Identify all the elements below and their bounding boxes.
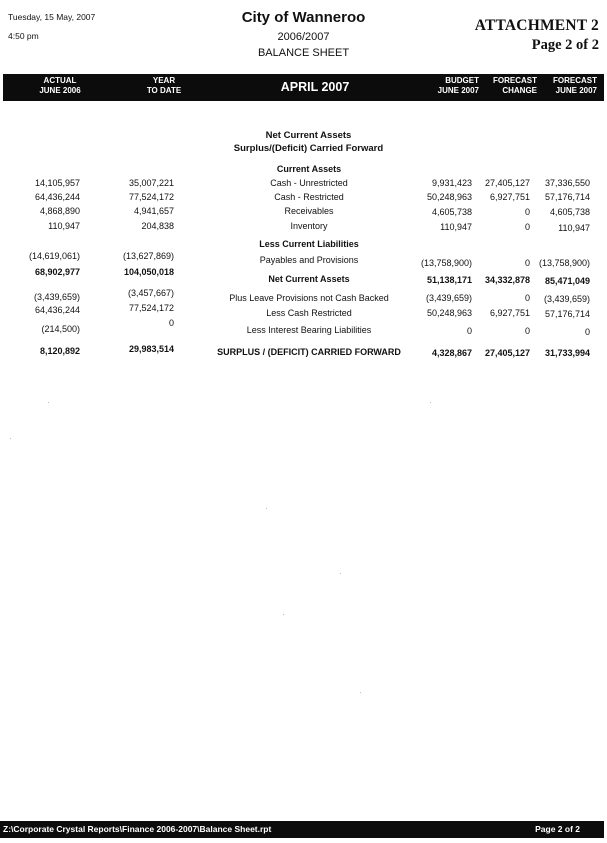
row-label: Less Interest Bearing Liabilities [246,325,372,335]
ytd-value: (13,627,869) [122,251,174,261]
actual-value: 8,120,892 [39,346,80,356]
col-header-actual-line1: ACTUAL [43,76,77,85]
budget-value: 51,138,171 [426,275,472,285]
col-header-ytd [133,76,195,95]
ytd-value: 104,050,018 [123,267,174,277]
ytd-value: 29,983,514 [128,344,174,354]
col-header-fc-june-line1: FORECAST [553,76,597,85]
actual-value: (3,439,659) [33,292,80,302]
heading-surplus-cf: Surplus/(Deficit) Carried Forward [233,143,384,154]
fc-change-value: 0 [524,222,530,232]
col-header-ytd-line2: TO DATE [146,85,182,95]
col-header-budget [429,76,479,95]
ytd-value: 0 [168,318,174,328]
col-header-fc-change [485,76,537,95]
budget-value: 0 [466,326,472,336]
fc-june-value: (3,439,659) [543,294,590,304]
fc-june-value: 57,176,714 [544,192,590,202]
footer-band [0,821,604,838]
fc-change-value: 0 [524,207,530,217]
row-label: Cash - Unrestricted [270,178,348,188]
fc-june-value: 57,176,714 [544,309,590,319]
fc-june-value: 31,733,994 [544,348,590,358]
fc-change-value: 6,927,751 [489,192,530,202]
heading-less-current-liabilities: Less Current Liabilities [259,239,359,249]
fc-june-value: 4,605,738 [549,207,590,217]
report-time: 4:50 pm [8,31,39,41]
scan-speck [10,438,11,439]
col-header-fc-june-line2: JUNE 2007 [555,85,597,95]
col-header-actual-line2: JUNE 2006 [39,85,81,95]
actual-value: (14,619,061) [28,251,80,261]
row-label: Payables and Provisions [259,255,359,265]
actual-value: 110,947 [48,221,80,231]
fc-june-value: 0 [584,327,590,337]
fc-change-value: 34,332,878 [484,275,530,285]
budget-value: 9,931,423 [431,178,472,188]
budget-value: (3,439,659) [425,293,472,303]
fc-june-value: (13,758,900) [538,258,590,268]
fc-june-value: 85,471,049 [544,276,590,286]
report-date: Tuesday, 15 May, 2007 [8,12,96,22]
scan-speck [360,692,361,693]
budget-value: 110,947 [440,222,472,232]
row-label: Plus Leave Provisions not Cash Backed [229,293,389,303]
row-label: Net Current Assets [268,274,350,284]
organisation-title: City of Wanneroo [241,9,366,26]
fc-change-value: 6,927,751 [489,308,530,318]
actual-value: 64,436,244 [34,305,80,315]
actual-value: 64,436,244 [34,192,80,202]
scan-speck [430,402,431,403]
fc-change-value: 27,405,127 [484,178,530,188]
fc-june-value: 37,336,550 [544,178,590,188]
row-label: Receivables [284,206,334,216]
col-header-actual [29,76,91,95]
report-month: APRIL 2007 [280,80,350,94]
col-header-budget-line1: BUDGET [445,76,479,85]
col-header-ytd-line1: YEAR [152,76,176,85]
row-label: Cash - Restricted [274,192,344,202]
ytd-value: 35,007,221 [128,178,174,188]
report-file-path: Z:\Corporate Crystal Reports\Finance 2006-2007\Balance Sheet.rpt [3,824,272,834]
scan-speck [283,614,284,615]
report-name: BALANCE SHEET [257,47,350,59]
row-label: Inventory [290,221,328,231]
attachment-label: ATTACHMENT 2 [474,17,599,34]
footer-page-indicator: Page 2 of 2 [535,824,580,834]
fc-change-value: 0 [524,258,530,268]
ytd-value: 77,524,172 [128,192,174,202]
scan-speck [340,573,341,574]
ytd-value: (3,457,667) [127,288,174,298]
fc-change-value: 0 [524,326,530,336]
actual-value: 14,105,957 [34,178,80,188]
fc-june-value: 110,947 [558,223,590,233]
row-label: SURPLUS / (DEFICIT) CARRIED FORWARD [217,347,401,357]
budget-value: 50,248,963 [426,308,472,318]
page-indicator: Page 2 of 2 [531,37,599,53]
financial-year: 2006/2007 [277,31,330,43]
col-header-budget-line2: JUNE 2007 [437,85,479,95]
actual-value: 68,902,977 [34,267,80,277]
scan-speck [48,402,49,403]
ytd-value: 4,941,657 [133,206,174,216]
col-header-fc-change-line1: FORECAST [493,76,537,85]
heading-net-current-assets: Net Current Assets [265,130,352,141]
budget-value: 50,248,963 [426,192,472,202]
budget-value: 4,328,867 [431,348,472,358]
row-label: Less Cash Restricted [266,308,352,318]
fc-change-value: 0 [524,293,530,303]
budget-value: 4,605,738 [431,207,472,217]
col-header-fc-june [543,76,597,95]
fc-change-value: 27,405,127 [484,348,530,358]
scan-speck [266,508,267,509]
actual-value: (214,500) [41,324,80,334]
budget-value: (13,758,900) [420,258,472,268]
ytd-value: 204,838 [141,221,174,231]
column-header-band [3,74,604,101]
col-header-fc-change-line2: CHANGE [502,85,537,95]
actual-value: 4,868,890 [39,206,80,216]
heading-current-assets: Current Assets [276,164,342,174]
ytd-value: 77,524,172 [128,303,174,313]
